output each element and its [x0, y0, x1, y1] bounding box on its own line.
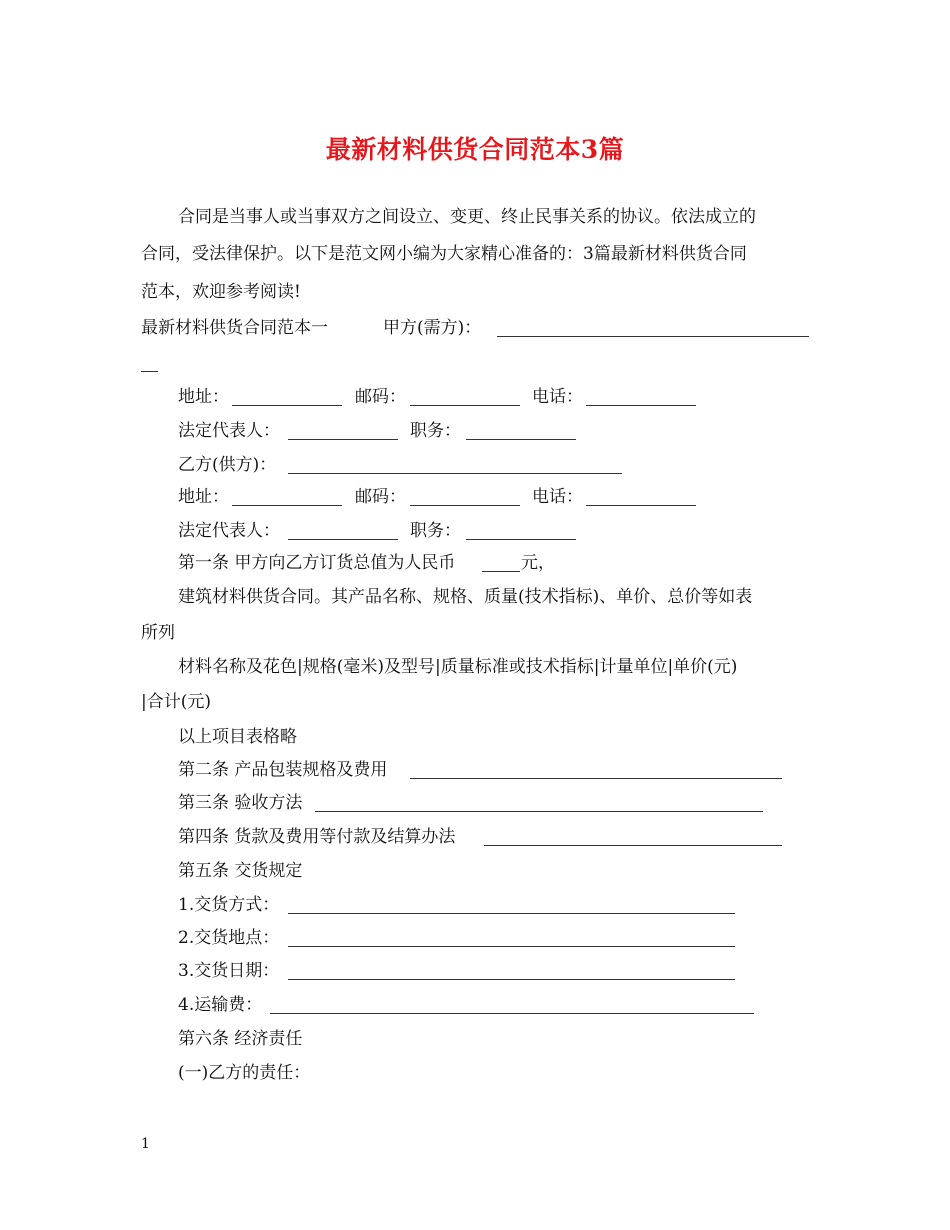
table-header-line-2: |合计(元) — [141, 692, 211, 712]
freight-blank — [270, 999, 754, 1014]
delivery-method-blank — [288, 899, 735, 914]
b-position-blank — [466, 525, 576, 540]
a-position-blank — [466, 425, 576, 440]
a-address-blank — [232, 391, 342, 406]
article3-blank — [315, 797, 763, 812]
a-postcode-label: 邮码： — [355, 387, 406, 407]
article1-text-a: 第一条 甲方向乙方订货总值为人民币 — [178, 553, 456, 573]
article2: 第二条 产品包装规格及费用 — [178, 760, 388, 780]
table-header-line-1: 材料名称及花色|规格(毫米)及型号|质量标准或技术指标|计量单位|单价(元) — [178, 657, 738, 677]
delivery-method-label: 1.交货方式： — [178, 895, 280, 915]
a-legal-rep-label: 法定代表人： — [178, 421, 280, 441]
b-address-blank — [232, 491, 342, 506]
party-a-blank — [497, 322, 809, 337]
b-phone-blank — [586, 491, 696, 506]
b-postcode-blank — [410, 491, 520, 506]
table-note: 以上项目表格略 — [178, 727, 297, 747]
b-address-label: 地址： — [178, 487, 229, 507]
delivery-date-blank — [288, 965, 735, 980]
intro-line-1: 合同是当事人或当事双方之间设立、变更、终止民事关系的协议。依法成立的 — [178, 207, 756, 227]
b-legal-rep-label: 法定代表人： — [178, 521, 280, 541]
a-address-label: 地址： — [178, 387, 229, 407]
a-postcode-blank — [410, 391, 520, 406]
a-phone-label: 电话： — [532, 387, 583, 407]
page-number: 1 — [141, 1136, 150, 1152]
a-legal-rep-blank — [288, 425, 398, 440]
party-a-label: 甲方(需方)： — [383, 318, 482, 338]
b-position-label: 职务： — [410, 521, 461, 541]
b-postcode-label: 邮码： — [355, 487, 406, 507]
section1-label: 最新材料供货合同范本一 — [141, 318, 328, 338]
freight-label: 4.运输费： — [178, 995, 263, 1015]
delivery-place-label: 2.交货地点： — [178, 928, 280, 948]
article1-text-b: 元， — [521, 553, 555, 573]
article3: 第三条 验收方法 — [178, 793, 303, 813]
article5: 第五条 交货规定 — [178, 861, 303, 881]
delivery-place-blank — [288, 932, 735, 947]
a-phone-blank — [586, 391, 696, 406]
delivery-date-label: 3.交货日期： — [178, 961, 280, 981]
article4-blank — [484, 831, 782, 846]
b-phone-label: 电话： — [532, 487, 583, 507]
party-b-label: 乙方(供方)： — [178, 455, 277, 475]
article2-blank — [410, 764, 782, 779]
party-a-blank-cont — [141, 357, 158, 372]
article4: 第四条 货款及费用等付款及结算办法 — [178, 827, 456, 847]
intro-line-3: 范本，欢迎参考阅读! — [141, 282, 301, 302]
intro-line-2: 合同，受法律保护。以下是范文网小编为大家精心准备的：3篇最新材料供货合同 — [141, 244, 747, 264]
article1-text-d: 所列 — [141, 623, 175, 643]
document-title: 最新材料供货合同范本3篇 — [325, 135, 625, 164]
party-b-blank — [288, 459, 622, 474]
article6: 第六条 经济责任 — [178, 1029, 303, 1049]
article1-text-c: 建筑材料供货合同。其产品名称、规格、质量(技术指标)、单价、总价等如表 — [178, 587, 753, 607]
a-position-label: 职务： — [410, 421, 461, 441]
article1-amount-blank — [482, 557, 520, 572]
party-b-duty: (一)乙方的责任： — [178, 1063, 311, 1083]
b-legal-rep-blank — [288, 525, 398, 540]
